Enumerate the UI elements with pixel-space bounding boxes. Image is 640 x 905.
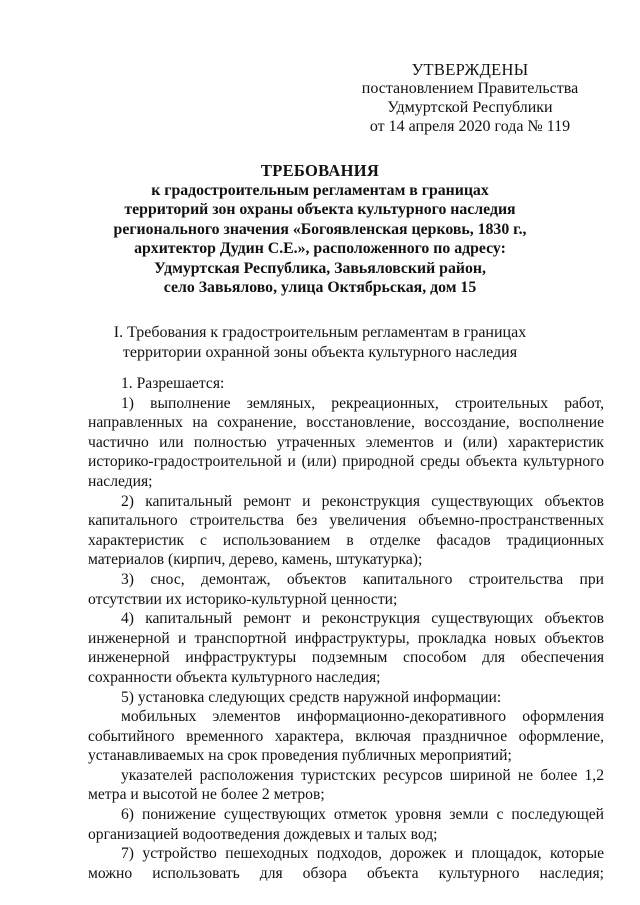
approval-block: [350, 60, 590, 136]
approval-line: постановлением Правительства: [361, 80, 579, 97]
approval-heading: УТВЕРЖДЕНЫ: [411, 60, 529, 79]
title-line: село Завьялово, улица Октябрьская, дом 15: [163, 279, 477, 296]
paragraph-item-5-sub-1: мобильных элементов информационно-декоративного оформления событийного временного характера, включая праздничное оформление, устанавливаемых на срок проведения публичных мероприятий;: [88, 708, 604, 765]
document-body: [88, 374, 604, 883]
paragraph-item-3: 3) снос, демонтаж, объектов капитального строительства при отсутствии их историко-культурной ценности;: [88, 570, 604, 608]
title-line: архитектор Дудин С.Е.», расположенного по адресу:: [134, 240, 506, 257]
paragraph-item-7: 7) устройство пешеходных подходов, дорожек и площадок, которые можно использовать для обзора объекта культурного наследия;: [88, 845, 604, 882]
approval-line: Удмуртской Республики: [387, 99, 553, 116]
title-main: ТРЕБОВАНИЯ: [260, 161, 380, 180]
title-line: регионального значения «Богоявленская церковь, 1830 г.,: [113, 220, 527, 238]
title-line: территорий зон охраны объекта культурного наследия: [124, 201, 516, 218]
paragraph-item-6: 6) понижение существующих отметок уровня земли с последующей организацией водоотведения дождевых и талых вод;: [88, 806, 604, 843]
section-line: территории охранной зоны объекта культурного наследия: [122, 343, 518, 361]
paragraph-item-1: 1) выполнение земляных, рекреационных, строительных работ, направленных на сохранение, восстановление, воссоздание, восполнение частично или полностью утраченных элементов и (или) характеристик историко-градостроительной и (или) природной среды объекта культурного наследия;: [88, 394, 604, 490]
section-line: I. Требования к градостроительным регламентам в границах: [113, 324, 527, 341]
paragraph-item-5-sub-2: указателей расположения туристских ресурсов шириной не более 1,2 метра и высотой не более 2 метров;: [88, 766, 604, 804]
title-line: к градостроительным регламентам в границах: [151, 181, 489, 199]
paragraph-item-4: 4) капитальный ремонт и реконструкция существующих объектов инженерной и транспортной инфраструктуры, прокладка новых объектов инженерной инфраструктуры подземным способом для обеспечения сохранности объекта культурного наследия;: [88, 610, 604, 686]
paragraph-item-5: 5) установка следующих средств наружной информации:: [121, 688, 502, 706]
paragraph-item-2: 2) капитальный ремонт и реконструкция существующих объектов капитального строительства без увеличения объемно-пространственных характеристик с использованием в отделке фасадов традиционных материалов (кирпич, дерево, камень, штукатурка);: [88, 492, 604, 569]
section-heading: [100, 323, 540, 362]
paragraph-1-allowed: 1. Разрешается:: [121, 375, 225, 392]
title-line: Удмуртская Республика, Завьяловский район,: [154, 259, 486, 277]
approval-line: от 14 апреля 2020 года № 119: [369, 118, 571, 135]
document-title: [110, 161, 530, 298]
